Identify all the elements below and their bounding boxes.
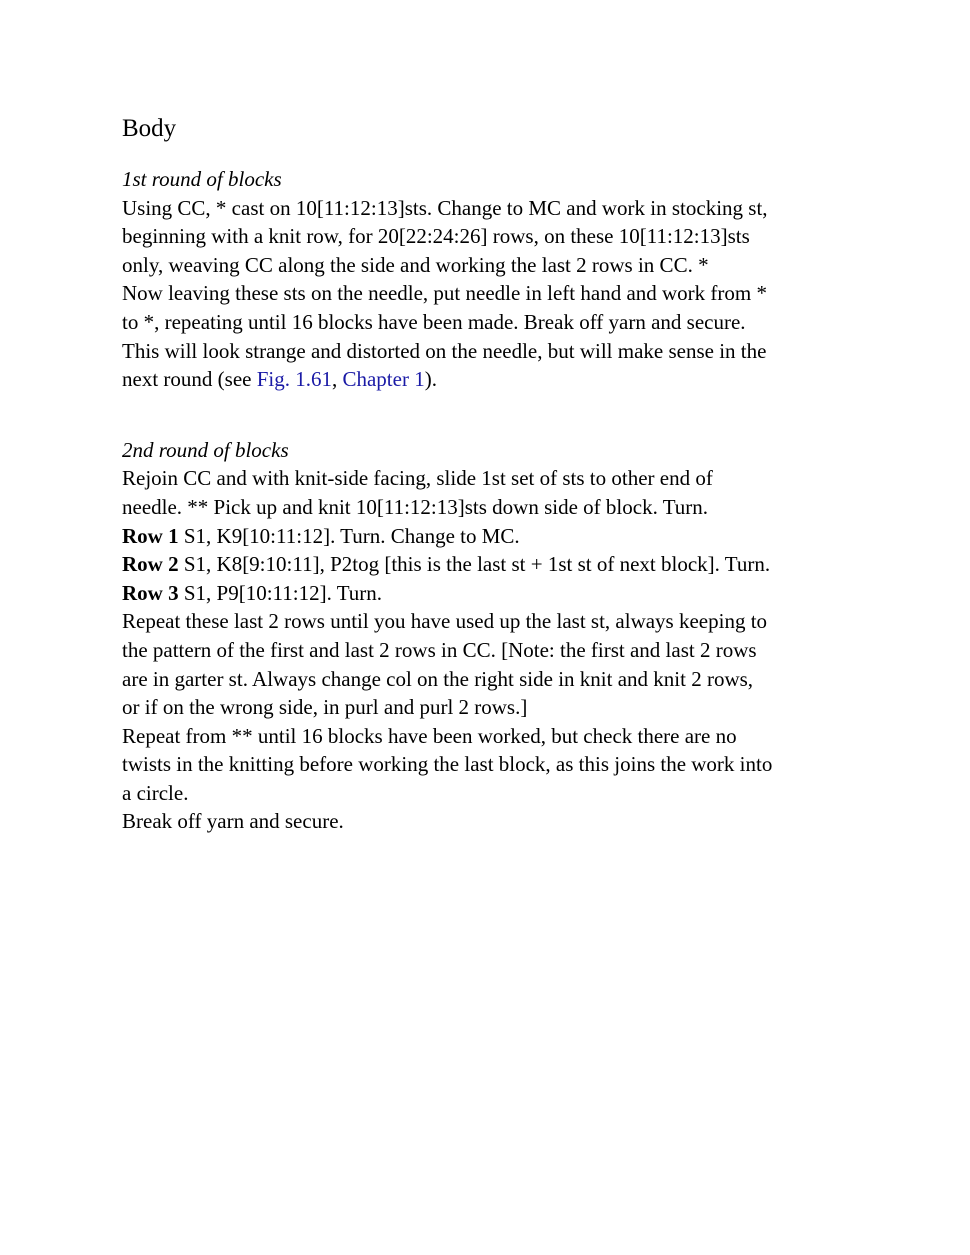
paragraph-line: beginning with a knit row, for 20[22:24:26] rows, on these 10[11:12:13]sts — [122, 224, 750, 249]
section-2nd-round — [122, 436, 862, 836]
paragraph-line: only, weaving CC along the side and working the last 2 rows in CC. * — [122, 252, 709, 277]
row-text: S1, K9[10:11:12]. Turn. Change to MC. — [178, 523, 520, 548]
row-label: Row 1 — [122, 523, 179, 548]
paragraph-line: This will look strange and distorted on the needle, but will make sense in the — [122, 338, 767, 363]
paragraph-line: Rejoin CC and with knit-side facing, slide 1st set of sts to other end of — [122, 466, 713, 491]
paragraph-line: Repeat these last 2 rows until you have used up the last st, always keeping to — [122, 609, 768, 634]
paragraph-line: or if on the wrong side, in purl and purl 2 rows.] — [122, 695, 528, 720]
row-label: Row 2 — [122, 552, 179, 577]
line-suffix: ). — [424, 367, 437, 392]
row-instruction-2 — [122, 550, 862, 579]
paragraph-line: twists in the knitting before working the last block, as this joins the work into — [122, 752, 773, 777]
paragraph-line: a circle. — [122, 780, 189, 805]
paragraph-line: Break off yarn and secure. — [122, 809, 344, 834]
paragraph-line: Now leaving these sts on the needle, put needle in left hand and work from * — [122, 281, 767, 306]
paragraph-line: Repeat from ** until 16 blocks have been worked, but check there are no — [122, 723, 737, 748]
page-content — [122, 112, 862, 836]
section-1st-round — [122, 165, 862, 394]
row-instruction-3 — [122, 579, 862, 608]
section-spacer — [122, 394, 862, 436]
section-title-2nd-round: 2nd round of blocks — [122, 437, 289, 462]
paragraph-line: to *, repeating until 16 blocks have been made. Break off yarn and secure. — [122, 309, 746, 334]
row-text: S1, K8[9:10:11], P2tog [this is the last st + 1st st of next block]. Turn. — [178, 552, 771, 577]
paragraph-line: the pattern of the first and last 2 rows in CC. [Note: the first and last 2 rows — [122, 637, 757, 662]
section-title-1st-round: 1st round of blocks — [122, 167, 282, 191]
chapter-1-link[interactable]: Chapter 1 — [342, 367, 425, 392]
paragraph-line: Using CC, * cast on 10[11:12:13]sts. Change to MC and work in stocking st, — [122, 195, 768, 220]
comma-separator: , — [331, 367, 343, 392]
paragraph-line: are in garter st. Always change col on the right side in knit and knit 2 rows, — [122, 666, 754, 691]
row-text: S1, P9[10:11:12]. Turn. — [178, 580, 383, 605]
paragraph-line-with-links — [122, 365, 862, 394]
page-heading: Body — [122, 115, 177, 142]
line-prefix: next round (see — [122, 367, 257, 392]
row-instruction-1 — [122, 522, 862, 551]
row-label: Row 3 — [122, 580, 179, 605]
fig-1-61-link[interactable]: Fig. 1.61 — [256, 367, 332, 392]
paragraph-line: needle. ** Pick up and knit 10[11:12:13]sts down side of block. Turn. — [122, 494, 709, 519]
